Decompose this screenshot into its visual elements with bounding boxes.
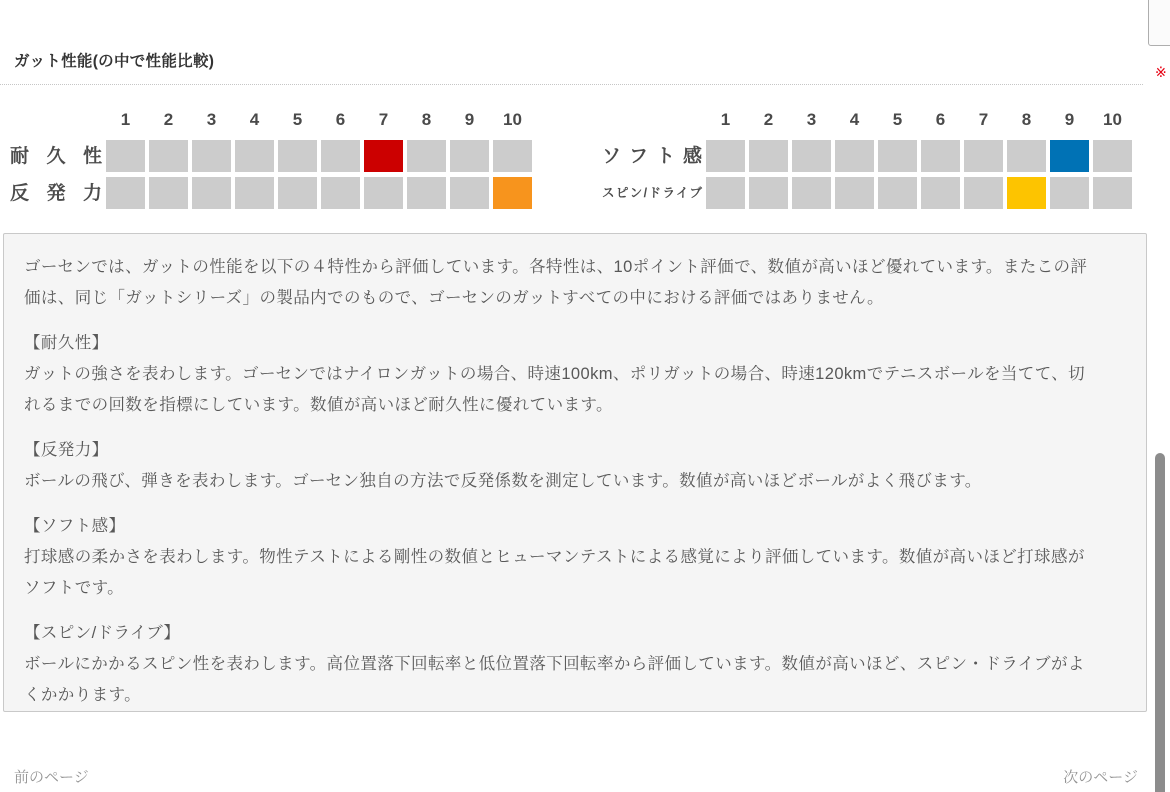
rating-cell xyxy=(964,177,1003,209)
rating-cell xyxy=(192,177,231,209)
rating-cell xyxy=(1093,177,1132,209)
rating-cell xyxy=(321,140,360,172)
rating-cell xyxy=(921,140,960,172)
rating-cell xyxy=(407,177,446,209)
rating-cell xyxy=(749,177,788,209)
rating-cell-active xyxy=(493,177,532,209)
rating-cell xyxy=(450,140,489,172)
scale-number: 9 xyxy=(1064,110,1075,129)
note-asterisk: ※ xyxy=(1155,64,1167,80)
rating-cell-active xyxy=(364,140,403,172)
rating-cell xyxy=(835,140,874,172)
rating-cell xyxy=(106,177,145,209)
rating-cell xyxy=(1007,140,1046,172)
scale-number: 1 xyxy=(720,110,731,129)
scale-number: 3 xyxy=(206,110,217,129)
section-heading: 【耐久性】 xyxy=(24,334,109,352)
scale-number: 7 xyxy=(978,110,989,129)
scale-number: 6 xyxy=(335,110,346,129)
scale-number: 10 xyxy=(1103,110,1122,129)
rating-cell xyxy=(321,177,360,209)
section-body: ガットの強さを表わします。ゴーセンではナイロンガットの場合、時速100km、ポリガットの場合、時速120kmでテニスボールを当てて、切れるまでの回数を指標にしています。数値が高いほど耐久性に優れています。 xyxy=(24,365,1086,414)
rating-cell xyxy=(450,177,489,209)
rating-row xyxy=(10,140,532,172)
scale-number: 4 xyxy=(249,110,260,129)
info-section-softness xyxy=(24,511,1098,604)
info-section-durability xyxy=(24,328,1098,421)
info-intro: ゴーセンでは、ガットの性能を以下の４特性から評価しています。各特性は、10ポイント評価で、数値が高いほど優れています。またこの評価は、同じ「ガットシリーズ」の製品内でのもので、ゴーセンのガットすべての中における評価ではありません。 xyxy=(24,258,1088,307)
next-page-link[interactable]: 次のページ xyxy=(1063,769,1138,786)
rating-cell xyxy=(235,140,274,172)
rating-cell xyxy=(149,177,188,209)
section-body: ボールの飛び、弾きを表わします。ゴーセン独自の方法で反発係数を測定しています。数値が高いほどボールがよく飛びます。 xyxy=(24,472,982,490)
scale-number: 2 xyxy=(163,110,174,129)
rating-cell xyxy=(278,140,317,172)
scale-number: 6 xyxy=(935,110,946,129)
info-section-spin-drive xyxy=(24,618,1098,711)
rating-cell xyxy=(192,140,231,172)
rating-cell xyxy=(235,177,274,209)
rating-cell xyxy=(878,177,917,209)
rating-cell xyxy=(1050,177,1089,209)
rating-cell xyxy=(106,140,145,172)
scrollbar-track-top[interactable] xyxy=(1148,0,1170,46)
rating-cell xyxy=(706,177,745,209)
scale-number: 3 xyxy=(806,110,817,129)
rating-row-label: スピン/ドライブ xyxy=(602,185,702,200)
rating-cell xyxy=(792,140,831,172)
scale-number: 8 xyxy=(421,110,432,129)
section-heading: 【ソフト感】 xyxy=(24,517,126,535)
rating-cell xyxy=(278,177,317,209)
rating-cell xyxy=(835,177,874,209)
rating-chart-left xyxy=(10,108,532,214)
performance-info-box xyxy=(3,233,1147,712)
rating-cell-active xyxy=(1050,140,1089,172)
rating-cell xyxy=(792,177,831,209)
info-section-repulsion xyxy=(24,435,1098,497)
scale-number: 2 xyxy=(763,110,774,129)
section-heading: 【スピン/ドライブ】 xyxy=(24,624,181,642)
prev-page-link[interactable]: 前のページ xyxy=(14,769,89,786)
section-body: ボールにかかるスピン性を表わします。高位置落下回転率と低位置落下回転率から評価しています。数値が高いほど、スピン・ドライブがよくかかります。 xyxy=(24,655,1085,704)
section-heading: 【反発力】 xyxy=(24,441,109,459)
rating-row-label: 耐久性 xyxy=(10,145,102,167)
rating-row xyxy=(602,177,1132,209)
page-title: ガット性能(の中で性能比較) xyxy=(14,53,215,70)
scale-number: 5 xyxy=(292,110,303,129)
section-body: 打球感の柔かさを表わします。物性テストによる剛性の数値とヒューマンテストによる感覚により評価しています。数値が高いほど打球感がソフトです。 xyxy=(24,548,1085,597)
rating-row xyxy=(10,177,532,209)
rating-cell xyxy=(706,140,745,172)
dotted-divider xyxy=(0,84,1143,85)
rating-row-label: 反発力 xyxy=(10,182,102,204)
rating-cell xyxy=(964,140,1003,172)
scale-number: 1 xyxy=(120,110,131,129)
scale-number: 4 xyxy=(849,110,860,129)
rating-cell xyxy=(407,140,446,172)
rating-cell xyxy=(493,140,532,172)
scale-number: 9 xyxy=(464,110,475,129)
rating-cell xyxy=(364,177,403,209)
rating-cell xyxy=(1093,140,1132,172)
scrollbar-thumb[interactable] xyxy=(1155,453,1165,792)
rating-cell xyxy=(749,140,788,172)
rating-cell xyxy=(149,140,188,172)
rating-row-label: ソフト感 xyxy=(602,145,702,167)
rating-row xyxy=(602,140,1132,172)
scale-number: 8 xyxy=(1021,110,1032,129)
scale-number: 7 xyxy=(378,110,389,129)
rating-chart-right xyxy=(602,108,1132,214)
rating-cell-active xyxy=(1007,177,1046,209)
rating-cell xyxy=(921,177,960,209)
scale-number: 10 xyxy=(503,110,522,129)
rating-cell xyxy=(878,140,917,172)
scale-number: 5 xyxy=(892,110,903,129)
